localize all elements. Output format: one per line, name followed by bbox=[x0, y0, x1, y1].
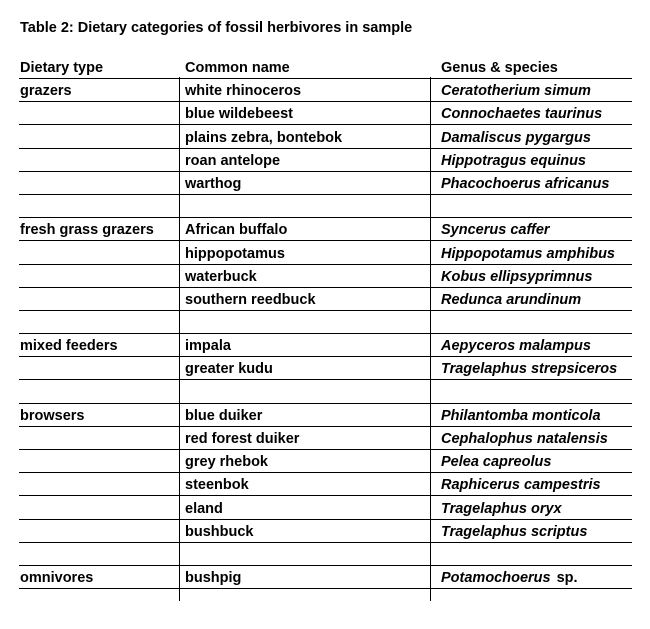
common-name-cell: plains zebra, bontebok bbox=[185, 129, 343, 146]
table-row bbox=[19, 357, 632, 380]
table-row bbox=[19, 172, 632, 195]
genus-species-cell bbox=[441, 454, 551, 470]
table-row bbox=[19, 450, 632, 473]
genus-species-text: Hippotragus equinus bbox=[441, 152, 586, 169]
common-name-cell: blue duiker bbox=[185, 407, 263, 424]
genus-species-text: Phacochoerus africanus bbox=[441, 175, 610, 192]
genus-species-cell bbox=[441, 361, 617, 377]
genus-species-cell bbox=[441, 246, 615, 262]
genus-species-cell bbox=[441, 338, 591, 354]
table-row bbox=[19, 79, 632, 102]
table-row bbox=[19, 543, 632, 566]
common-name-cell: eland bbox=[185, 500, 223, 517]
table-row bbox=[19, 334, 632, 357]
genus-species-text: Connochaetes taurinus bbox=[441, 106, 603, 123]
genus-species-cell bbox=[441, 570, 578, 586]
table-row bbox=[19, 520, 632, 543]
dietary-type-cell: browsers bbox=[20, 407, 85, 424]
dietary-table bbox=[19, 57, 632, 589]
table-row bbox=[19, 241, 632, 264]
genus-species-cell bbox=[441, 292, 581, 308]
table-row bbox=[19, 404, 632, 427]
table-title: Table 2: Dietary categories of fossil herbivores in sample bbox=[20, 20, 413, 36]
genus-species-text: Raphicerus campestris bbox=[441, 477, 601, 494]
common-name-cell: roan antelope bbox=[185, 152, 281, 169]
table-row bbox=[19, 473, 632, 496]
genus-species-cell bbox=[441, 269, 592, 285]
common-name-cell: hippopotamus bbox=[185, 245, 285, 262]
common-name-cell: bushpig bbox=[185, 570, 242, 587]
common-name-cell: African buffalo bbox=[185, 222, 288, 239]
dietary-type-cell: omnivores bbox=[20, 570, 94, 587]
genus-species-text: Tragelaphus scriptus bbox=[441, 523, 588, 540]
genus-species-text: Ceratotherium simum bbox=[441, 83, 591, 100]
genus-species-text: Tragelaphus strepsiceros bbox=[441, 361, 618, 378]
genus-species-cell bbox=[441, 106, 602, 122]
table-row bbox=[19, 218, 632, 241]
common-name-cell: steenbok bbox=[185, 477, 249, 494]
genus-species-text: Syncerus caffer bbox=[441, 222, 550, 239]
genus-species-text: Damaliscus pygargus bbox=[441, 129, 591, 146]
genus-species-text: Philantomba monticola bbox=[441, 407, 601, 424]
common-name-cell: grey rhebok bbox=[185, 454, 268, 471]
genus-species-cell bbox=[441, 431, 608, 447]
table-row bbox=[19, 566, 632, 589]
genus-species-text: Tragelaphus oryx bbox=[441, 500, 562, 517]
dietary-type-cell: mixed feeders bbox=[20, 338, 118, 355]
table-row bbox=[19, 427, 632, 450]
header-dietary-type: Dietary type bbox=[20, 60, 104, 76]
common-name-cell: white rhinoceros bbox=[185, 83, 302, 100]
common-name-cell: bushbuck bbox=[185, 523, 254, 540]
header-genus-species: Genus & species bbox=[441, 60, 558, 76]
genus-species-cell bbox=[441, 408, 601, 424]
header-common-name: Common name bbox=[185, 60, 290, 76]
genus-species-text: Cephalophus natalensis bbox=[441, 431, 608, 447]
genus-species-text: Hippopotamus amphibus bbox=[441, 245, 615, 262]
genus-species-text: Potamochoerus bbox=[441, 570, 551, 587]
table-row bbox=[19, 149, 632, 172]
table-header bbox=[19, 57, 632, 79]
table-row bbox=[19, 380, 632, 403]
genus-species-cell bbox=[441, 477, 601, 493]
common-name-cell: red forest duiker bbox=[185, 431, 300, 447]
species-suffix: sp. bbox=[556, 570, 578, 587]
table-row bbox=[19, 195, 632, 218]
genus-species-cell bbox=[441, 222, 550, 238]
genus-species-cell bbox=[441, 130, 591, 146]
table-row bbox=[19, 125, 632, 148]
common-name-cell: southern reedbuck bbox=[185, 291, 316, 308]
genus-species-cell bbox=[441, 524, 587, 540]
common-name-cell: impala bbox=[185, 338, 231, 355]
common-name-cell: blue wildebeest bbox=[185, 106, 293, 123]
table-row bbox=[19, 265, 632, 288]
dietary-type-cell: grazers bbox=[20, 83, 72, 100]
table-row bbox=[19, 288, 632, 311]
genus-species-text: Kobus ellipsyprimnus bbox=[441, 268, 593, 285]
common-name-cell: warthog bbox=[185, 175, 242, 192]
genus-species-text: Pelea capreolus bbox=[441, 454, 552, 471]
dietary-type-cell: fresh grass grazers bbox=[20, 222, 154, 239]
genus-species-text: Aepyceros malampus bbox=[441, 338, 591, 355]
table-row bbox=[19, 311, 632, 334]
genus-species-cell bbox=[441, 83, 591, 99]
table-body bbox=[19, 79, 632, 589]
table-row bbox=[19, 496, 632, 519]
common-name-cell: waterbuck bbox=[185, 268, 257, 285]
genus-species-cell bbox=[441, 153, 586, 169]
common-name-cell: greater kudu bbox=[185, 361, 273, 378]
genus-species-cell bbox=[441, 501, 562, 517]
genus-species-text: Redunca arundinum bbox=[441, 291, 582, 308]
table-row bbox=[19, 102, 632, 125]
genus-species-cell bbox=[441, 176, 609, 192]
